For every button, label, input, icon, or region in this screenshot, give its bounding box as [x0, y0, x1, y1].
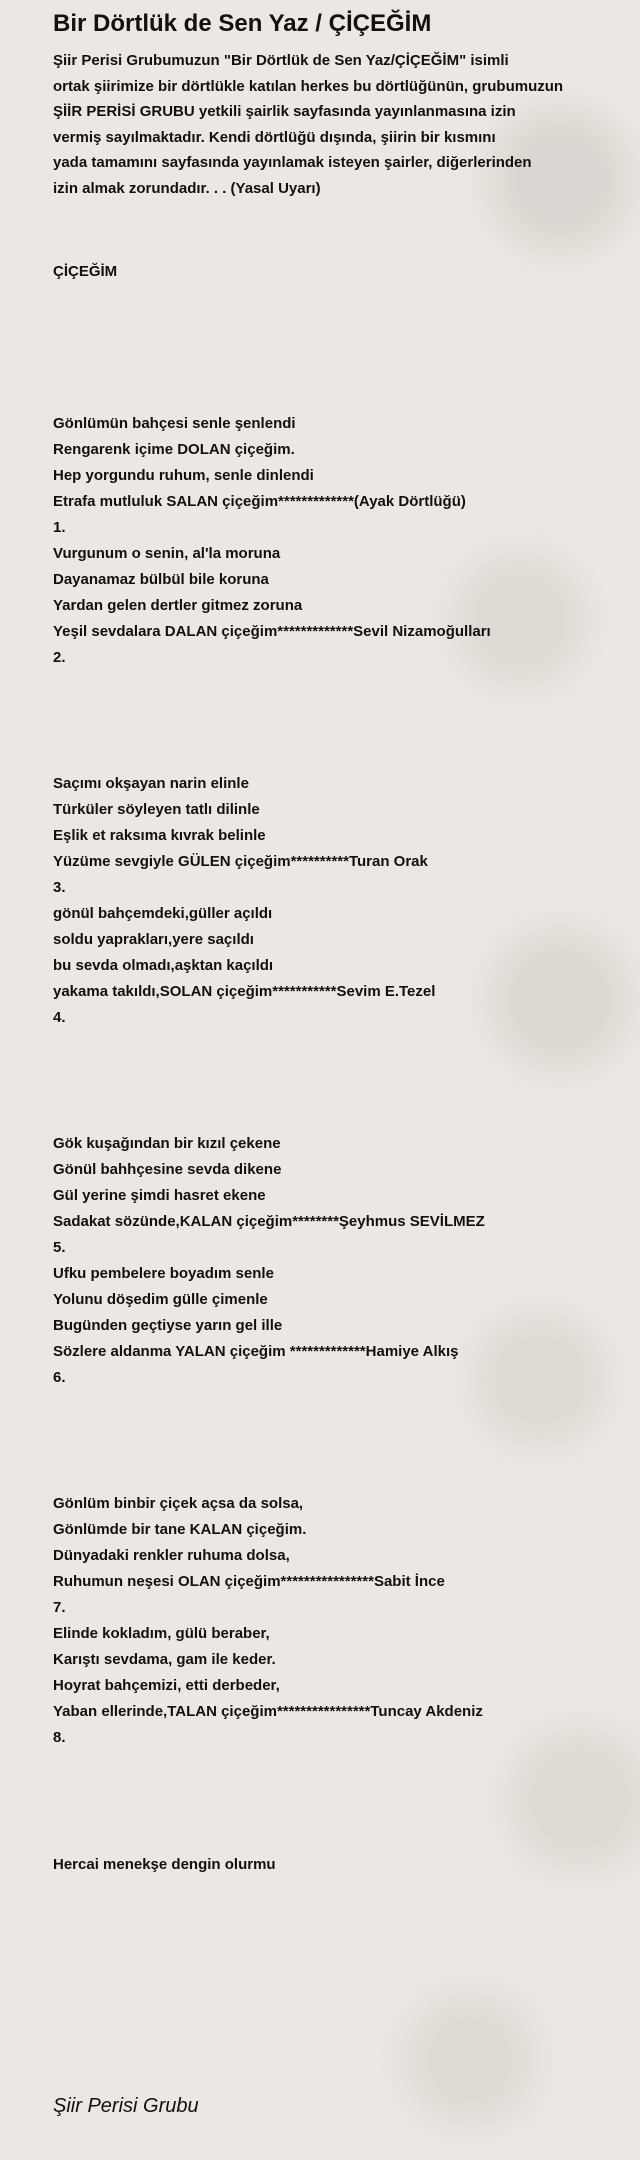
notice-line: vermiş sayılmaktadır. Kendi dörtlüğü dışında, şiirin bir kısmını — [53, 128, 496, 146]
notice-line: yada tamamını sayfasında yayınlamak isteyen şairler, diğerlerinden — [53, 154, 532, 171]
stanza-group-1 — [53, 411, 491, 671]
poem-line: Gönül bahhçesine sevda dikene — [53, 1161, 282, 1178]
notice-line: ŞİİR PERİSİ GRUBU yetkili şairlik sayfasında yayınlanmasına izin — [53, 103, 516, 120]
poem-line: Hercai menekşe dengin olurmu — [53, 1856, 276, 1873]
legal-notice — [53, 48, 563, 201]
poem-line: Saçımı okşayan narin elinle — [53, 775, 249, 792]
poem-line: Bugünden geçtiyse yarın gel ille — [53, 1317, 283, 1334]
poem-line: Yüzüme sevgiyle GÜLEN çiçeğim**********Turan Orak — [53, 853, 428, 870]
poem-line: Elinde kokladım, gülü beraber, — [53, 1625, 270, 1642]
stanza-number: 2. — [53, 649, 66, 666]
poem-title: ÇİÇEĞİM — [53, 263, 118, 280]
notice-line: izin almak zorundadır. . . (Yasal Uyarı) — [53, 179, 321, 197]
poem-line: yakama takıldı,SOLAN çiçeğim***********Sevim E.Tezel — [53, 983, 436, 1000]
stanza-group-3 — [53, 1131, 485, 1391]
poem-line: Yaban ellerinde,TALAN çiçeğim****************Tuncay Akdeniz — [53, 1703, 483, 1720]
stanza-number: 7. — [53, 1599, 66, 1616]
group-signature: Şiir Perisi Grubu — [53, 2095, 199, 2117]
poem-line: Gönlüm binbir çiçek açsa da solsa, — [53, 1495, 304, 1512]
stanza-group-4 — [53, 1491, 483, 1751]
stanza-number: 1. — [53, 519, 66, 536]
notice-line: Şiir Perisi Grubumuzun "Bir Dörtlük de Sen Yaz/ÇİÇEĞİM" isimli — [53, 52, 509, 69]
poem-line: Gönlümün bahçesi senle şenlendi — [53, 415, 296, 432]
poem-line: Karıştı sevdama, gam ile keder. — [53, 1651, 276, 1668]
poem-line: Dünyadaki renkler ruhuma dolsa, — [53, 1547, 290, 1564]
poem-line: Yeşil sevdalara DALAN çiçeğim*************Sevil Nizamoğulları — [53, 623, 491, 640]
stanza-group-5 — [53, 1852, 276, 1878]
poem-line: soldu yaprakları,yere saçıldı — [53, 931, 254, 948]
poem-line: Ruhumun neşesi OLAN çiçeğim****************Sabit İnce — [53, 1573, 445, 1590]
poem-line: Eşlik et raksıma kıvrak belinle — [53, 827, 266, 844]
poem-line: Vurgunum o senin, al'la moruna — [53, 545, 281, 562]
stanza-number: 6. — [53, 1369, 66, 1386]
stanza-number: 4. — [53, 1009, 66, 1026]
poem-line: gönül bahçemdeki,güller açıldı — [53, 905, 273, 922]
poem-line: Türküler söyleyen tatlı dilinle — [53, 801, 260, 818]
poem-line: Ufku pembelere boyadım senle — [53, 1265, 274, 1282]
poem-line: Yardan gelen dertler gitmez zoruna — [53, 597, 303, 614]
stanza-number: 8. — [53, 1729, 66, 1746]
poem-line: Etrafa mutluluk SALAN çiçeğim*************(Ayak Dörtlüğü) — [53, 493, 466, 510]
poem-title-block — [53, 259, 117, 285]
poem-line: Dayanamaz bülbül bile koruna — [53, 571, 269, 588]
poem-line: Gönlümde bir tane KALAN çiçeğim. — [53, 1521, 307, 1538]
poem-line: bu sevda olmadı,aşktan kaçıldı — [53, 957, 274, 974]
poem-line: Gül yerine şimdi hasret ekene — [53, 1187, 266, 1204]
poem-line: Sözlere aldanma YALAN çiçeğim *************Hamiye Alkış — [53, 1343, 459, 1360]
poem-line: Rengarenk içime DOLAN çiçeğim. — [53, 441, 295, 458]
stanza-number: 5. — [53, 1239, 66, 1256]
poem-line: Gök kuşağından bir kızıl çekene — [53, 1135, 281, 1152]
poem-line: Hep yorgundu ruhum, senle dinlendi — [53, 467, 314, 484]
stanza-group-2 — [53, 771, 435, 1031]
notice-line: ortak şiirimize bir dörtlükle katılan herkes bu dörtlüğünün, grubumuzun — [53, 77, 564, 95]
poem-line: Yolunu döşedim gülle çimenle — [53, 1291, 268, 1308]
stanza-number: 3. — [53, 879, 66, 896]
poem-line: Hoyrat bahçemizi, etti derbeder, — [53, 1677, 280, 1694]
page-title: Bir Dörtlük de Sen Yaz / ÇİÇEĞİM — [53, 10, 432, 37]
poem-line: Sadakat sözünde,KALAN çiçeğim********Şeyhmus SEVİLMEZ — [53, 1213, 485, 1230]
